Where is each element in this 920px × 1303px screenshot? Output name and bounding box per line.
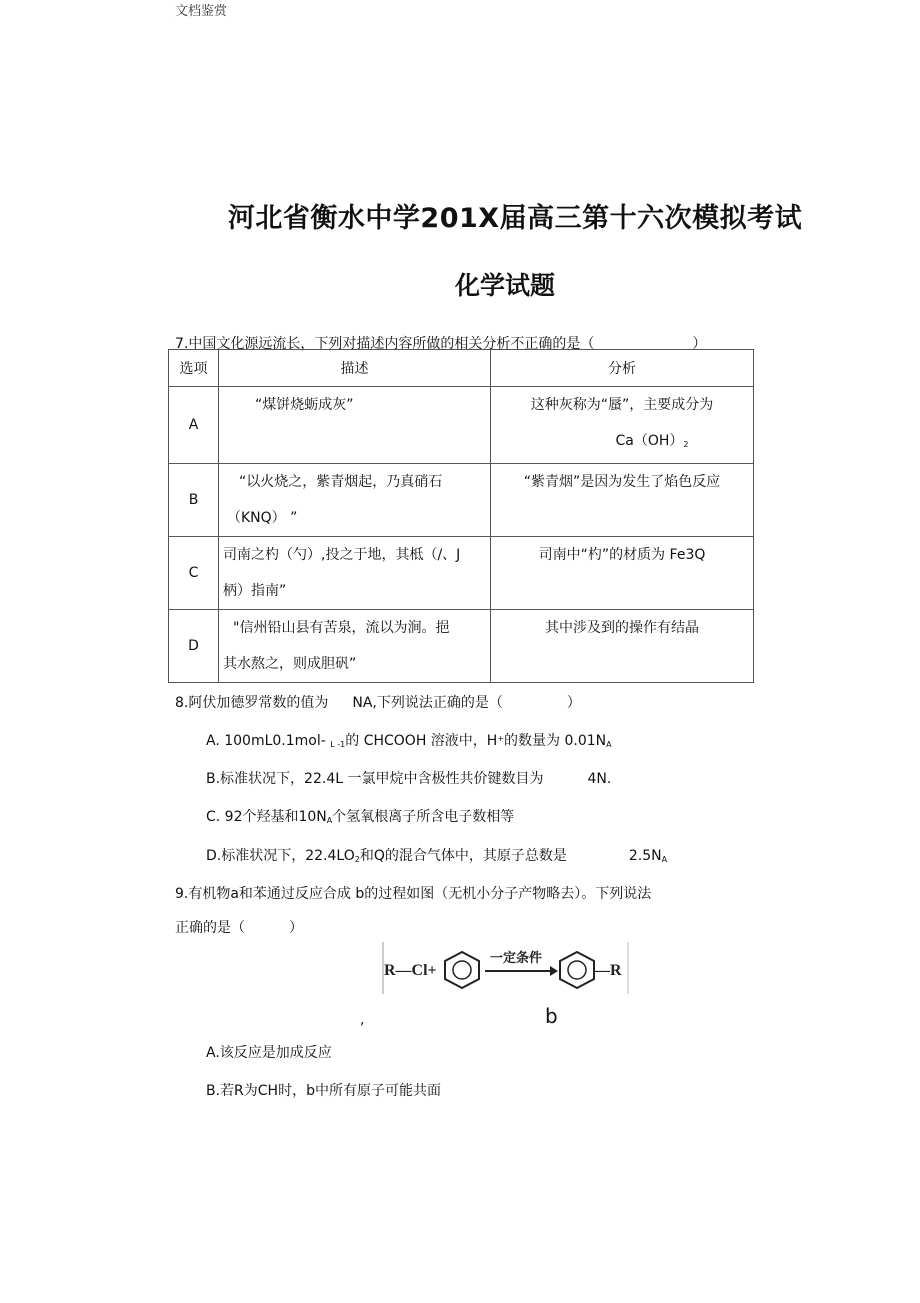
q8-option-a: A. 100mL0.1mol- $_{L -1}$的 CHCOOH 溶液中，H+的数量为 $0.01N_A$ bbox=[206, 733, 612, 749]
table-header-analysis: 分析 bbox=[491, 350, 754, 387]
q8-stem: 8.阿伏加德罗常数的值为 NA,下列说法正确的是（ ） bbox=[175, 695, 581, 711]
table-header-description: 描述 bbox=[219, 350, 491, 387]
q7-table bbox=[168, 349, 754, 683]
reaction-scheme bbox=[382, 942, 629, 994]
benzene-ring-icon bbox=[445, 952, 479, 988]
table-header-option: 选项 bbox=[169, 350, 219, 387]
q8-option-b: B.标准状况下，22.4L 一氯甲烷中含极性共价键数目为 4N. bbox=[206, 771, 612, 787]
table-row bbox=[169, 387, 754, 464]
benzene-ring-icon bbox=[560, 952, 594, 988]
row-analysis: 司南中“杓”的材质为 Fe3Q bbox=[491, 537, 754, 610]
page-title: 河北省衡水中学201X届高三第十六次模拟考试 bbox=[227, 203, 803, 234]
q9-option-b: B.若R为CH时，b中所有原子可能共面 bbox=[206, 1083, 441, 1099]
product-b-label: b bbox=[545, 1004, 558, 1028]
page-subtitle: 化学试题 bbox=[454, 271, 555, 300]
product-label: —R bbox=[594, 962, 622, 979]
table-row bbox=[169, 610, 754, 683]
row-analysis: 这种灰称为“蜃”，主要成分为 $Ca(OH)_2$ bbox=[491, 387, 754, 464]
reaction-arrow-icon bbox=[485, 966, 558, 976]
row-description: “以火烧之，紫青烟起，乃真硝石 （KNQ） ” bbox=[219, 464, 491, 537]
row-option: D bbox=[169, 610, 219, 683]
condition-label: 一定条件 bbox=[490, 951, 543, 966]
row-analysis: “紫青烟”是因为发生了焰色反应 bbox=[491, 464, 754, 537]
row-description: “煤饼烧蛎成灰” bbox=[219, 387, 491, 464]
q9-stem-line1: 9.有机物a和苯通过反应合成 b的过程如图（无机小分子产物略去）。下列说法 bbox=[175, 886, 652, 902]
q8-option-d: D.标准状况下，$22.4LO_2$和Q的混合气体中，其原子总数是 $2.5N_A$ bbox=[206, 848, 668, 864]
q8-option-c: C. 92个羟基和$10N_A$个氢氧根离子所含电子数相等 bbox=[206, 809, 515, 825]
page-header: 文档鉴赏 bbox=[175, 4, 228, 19]
row-description: 司南之杓（勺）,投之于地，其柢（/、J 柄）指南” bbox=[219, 537, 491, 610]
q9-stem-line2: 正确的是（ ） bbox=[175, 920, 303, 936]
row-option: A bbox=[169, 387, 219, 464]
row-option: B bbox=[169, 464, 219, 537]
table-row bbox=[169, 464, 754, 537]
q7-stem: 7.中国文化源远流长，下列对描述内容所做的相关分析不正确的是（ ） bbox=[175, 336, 707, 352]
q9-option-a: A.该反应是加成反应 bbox=[206, 1045, 332, 1061]
table-row bbox=[169, 537, 754, 610]
row-option: C bbox=[169, 537, 219, 610]
reactant-label: R—Cl+ bbox=[384, 962, 437, 979]
row-description: "信州铅山县有苦泉，流以为涧。挹 其水熬之，则成胆矾” bbox=[219, 610, 491, 683]
q9-comma: , bbox=[360, 1012, 365, 1028]
row-analysis: 其中涉及到的操作有结晶 bbox=[491, 610, 754, 683]
